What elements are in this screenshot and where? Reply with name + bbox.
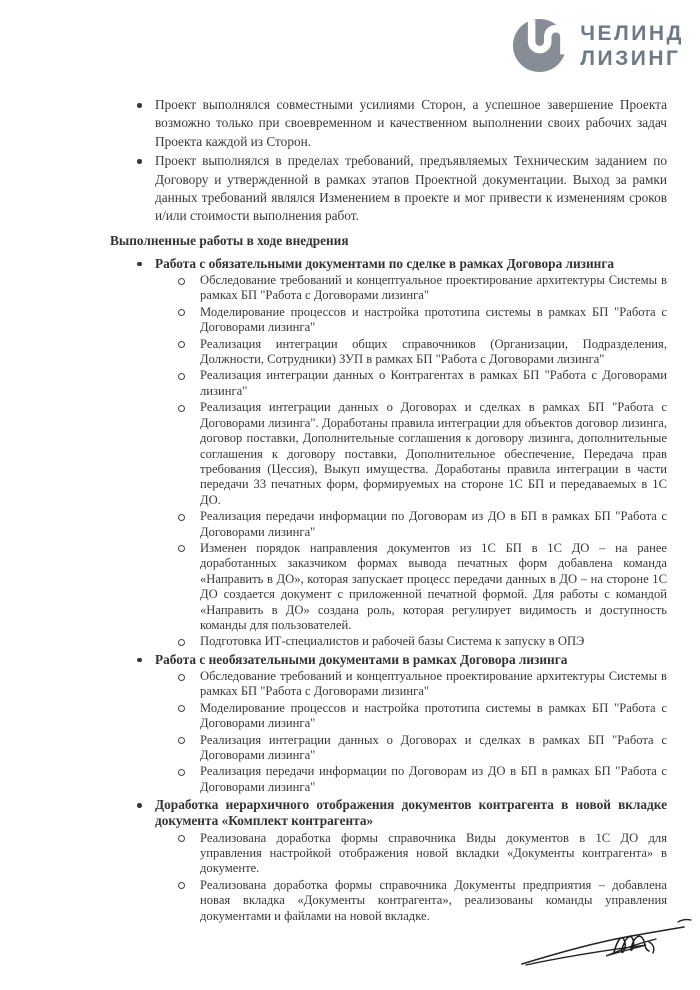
work-item: Обследование требований и концептуальное проектирование архитектуры Системы в рамках БП "Работа с Договорами лизинга" (110, 669, 667, 700)
work-item: Реализация интеграции данных о Договорах и сделках в рамках БП "Работа с Договорами лизинга" (110, 733, 667, 764)
work-item: Реализована доработка формы справочника Виды документов в 1С ДО для управления настройкой отображения новой вкладки «Документы контрагента» в документе. (110, 831, 667, 877)
work-item: Моделирование процессов и настройка прототипа системы в рамках БП "Работа с Договорами лизинга" (110, 701, 667, 732)
logo-line-1: ЧЕЛИНД (580, 21, 684, 45)
work-item: Реализация интеграции данных о Договорах и сделках в рамках БП "Работа с Договорами лизинга". Доработаны правила интеграции для объектов договор лизинга, договор поставки, Дополнительные соглашения к договору лизинга, дополнительные соглашения к договору поставки, Дополнительное обеспечение, Передача прав требования (Цессия), Выкуп имущества. Доработаны правила интеграции в части передачи 33 печатных форм, формируемых на стороне 1С БП и передаваемых в 1С ДО. (110, 400, 667, 508)
chelind-monogram-icon (510, 16, 569, 75)
work-item: Обследование требований и концептуальное проектирование архитектуры Системы в рамках БП "Работа с Договорами лизинга" (110, 273, 667, 304)
work-item: Реализация передачи информации по Договорам из ДО в БП в рамках БП "Работа с Договорами лизинга" (110, 509, 667, 540)
work-group (110, 256, 667, 650)
work-group-title: Доработка иерархичного отображения документов контрагента в новой вкладке документа «Комплект контрагента» (110, 797, 667, 829)
logo-wordmark (580, 21, 684, 71)
company-logo (510, 16, 684, 75)
work-item: Реализована доработка формы справочника Документы предприятия – добавлена новая вкладка «Документы контрагента», реализованы команды управления документами и файлами на новой вкладке. (110, 878, 667, 924)
work-group-title: Работа с обязательными документами по сделке в рамках Договора лизинга (110, 256, 667, 272)
work-group-title: Работа с необязательными документами в рамках Договора лизинга (110, 652, 667, 668)
intro-bullet-list (110, 96, 667, 226)
work-item: Моделирование процессов и настройка прототипа системы в рамках БП "Работа с Договорами лизинга" (110, 305, 667, 336)
work-item: Реализация интеграции данных о Контрагентах в рамках БП "Работа с Договорами лизинга" (110, 368, 667, 399)
work-group (110, 797, 667, 924)
document-body (110, 96, 667, 926)
intro-bullet: Проект выполнялся совместными усилиями Сторон, а успешное завершение Проекта возможно только при своевременном и качественном выполнении своих рабочих задач Проекта каждой из Сторон. (110, 96, 667, 151)
logo-line-2: ЛИЗИНГ (580, 46, 681, 70)
intro-bullet: Проект выполнялся в пределах требований, предъявляемых Техническим заданием по Договору и утвержденной в рамках этапов Проектной документации. Выход за рамки данных требований являлся Изменением в проекте и мог привести к изменениям сроков и/или стоимости выполнения работ. (110, 152, 667, 226)
section-heading: Выполненные работы в ходе внедрения (110, 232, 349, 248)
work-item: Изменен порядок направления документов из 1С БП в 1С ДО – на ранее доработанных заказчиком формах вывода печатных форм добавлена команда «Направить в ДО», которая запускает процесс передачи данных в ДО – на стороне 1С ДО создается документ с приложенной печатной формой. Для работы с командой «Направить в ДО» создана роль, которая регулирует видимость и доступность команды для пользователей. (110, 541, 667, 633)
work-item: Реализация интеграции общих справочников (Организации, Подразделения, Должности, Сотрудники) ЗУП в рамках БП "Работа с Договорами лизинга" (110, 337, 667, 368)
work-item-list (110, 669, 667, 795)
work-item: Подготовка ИТ-специалистов и рабочей базы Система к запуску в ОПЭ (110, 634, 667, 649)
work-group (110, 652, 667, 795)
work-item: Реализация передачи информации по Договорам из ДО в БП в рамках БП "Работа с Договорами лизинга" (110, 764, 667, 795)
work-item-list (110, 273, 667, 650)
work-item-list (110, 831, 667, 924)
handwritten-signature-icon (518, 912, 696, 974)
